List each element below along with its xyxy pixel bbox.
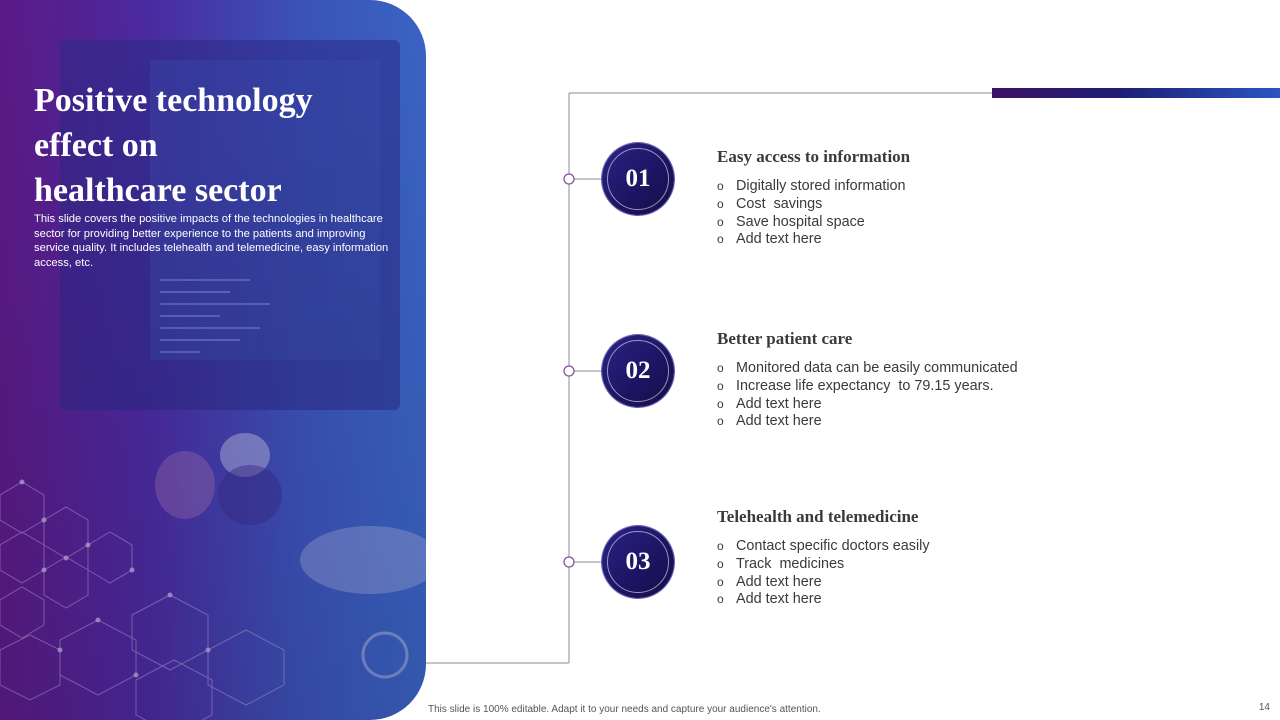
bullet-item: o Cost savings [717,196,906,214]
bullet-list-easy-access [717,178,906,249]
bullet-list-telehealth [717,538,930,609]
slide-description: This slide covers the positive impacts of the technologies in healthcare sector for providing better experience to the patients and improving service quality. It includes telehealth and telemedicine, easy information access, etc. [34,213,389,269]
badge-number: 03 [625,548,651,575]
connector-node [564,557,574,567]
connector-node [564,366,574,376]
number-badge-03 [602,526,674,598]
page-number: 14 [1258,702,1270,713]
bullet-item: o Add text here [717,413,1018,431]
hero-panel [0,0,426,720]
bullet-item: o Save hospital space [717,214,906,232]
number-badge-01 [602,143,674,215]
accent-bar [992,88,1280,98]
badge-number: 02 [625,357,651,384]
bullet-item: o Monitored data can be easily communicated [717,360,1018,378]
bullet-item: o Add text here [717,396,1018,414]
section-title-patient-care: Better patient care [717,329,853,348]
badge-number: 01 [625,165,651,192]
number-badge-02 [602,335,674,407]
bullet-item: o Track medicines [717,556,930,574]
page-title: Positive technology effect on healthcare sector [34,82,313,209]
section-title-easy-access: Easy access to information [717,147,911,166]
bullet-item: o Contact specific doctors easily [717,538,930,556]
connector-node [564,174,574,184]
bullet-item: o Add text here [717,591,930,609]
bullet-item: o Add text here [717,231,906,249]
bullet-item: o Increase life expectancy to 79.15 years. [717,378,1018,396]
footer-note: This slide is 100% editable. Adapt it to your needs and capture your audience's attention. [428,704,821,715]
bullet-item: o Digitally stored information [717,178,906,196]
bullet-item: o Add text here [717,574,930,592]
bullet-list-patient-care [717,360,1018,431]
section-title-telehealth: Telehealth and telemedicine [717,507,919,526]
